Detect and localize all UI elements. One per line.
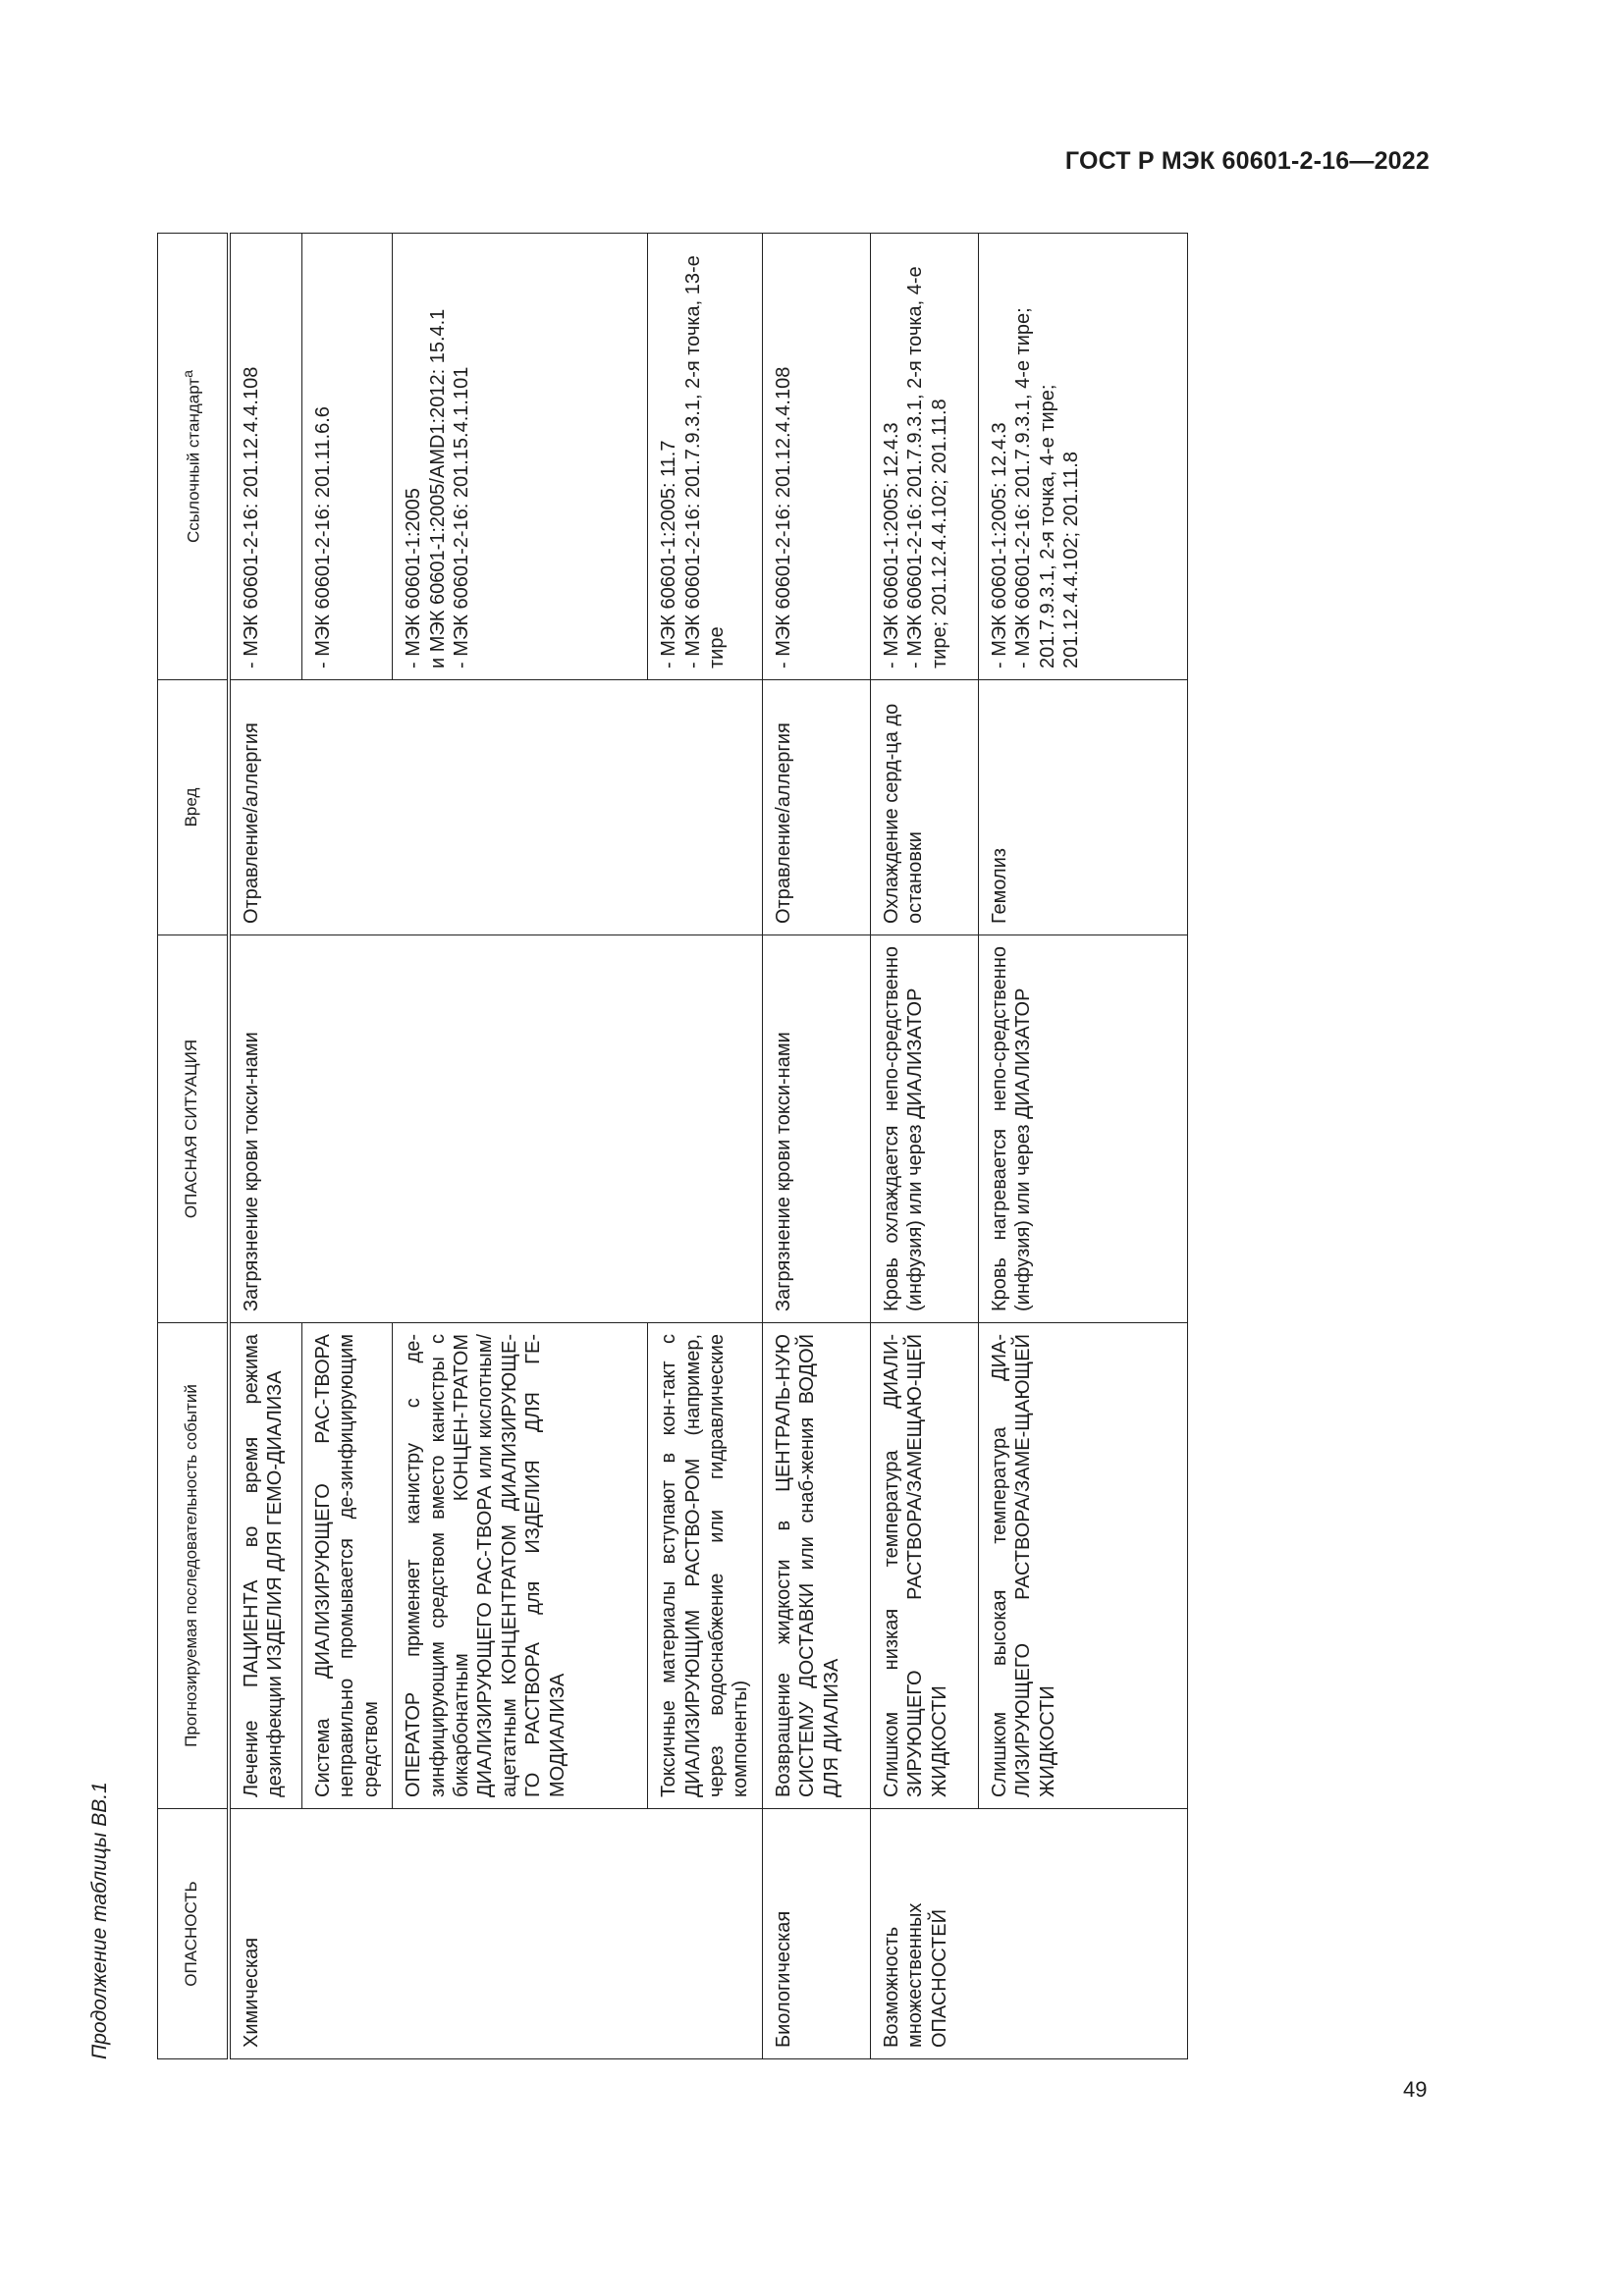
reference-line: - МЭК 60601-1:2005: 12.4.3: [880, 422, 902, 668]
situation-cell: Загрязнение крови токси-нами: [762, 935, 870, 1323]
reference-line: - МЭК 60601-1:2005: 12.4.3: [988, 422, 1010, 668]
harm-cell: Гемолиз: [978, 680, 1187, 935]
sequence-cell: Лечение ПАЦИЕНТА во время режима дезинфекции ИЗДЕЛИЯ ДЛЯ ГЕМО-ДИАЛИЗА: [229, 1323, 302, 1809]
reference-cell: [229, 234, 302, 680]
sequence-cell: ОПЕРАТОР применяет канистру с де-зинфицирующим средством вместо канистры с бикарбонатным КОНЦЕН-ТРАТОМ ДИАЛИЗИРУЮЩЕГО РАС-ТВОРА или кислотным/ацетатным КОНЦЕНТРАТОМ ДИАЛИЗИРУЮЩЕ-ГО РАСТВОРА для ИЗДЕЛИЯ ДЛЯ ГЕ-МОДИАЛИЗА: [393, 1323, 648, 1809]
col-header-hazard: ОПАСНОСТЬ: [158, 1809, 229, 2059]
reference-line: - МЭК 60601-2-16: 201.15.4.1.101: [450, 366, 472, 668]
reference-line: - МЭК 60601-2-16: 201.12.4.4.108: [772, 366, 794, 668]
document-header: ГОСТ Р МЭК 60601-2-16—2022: [1064, 147, 1430, 175]
sequence-cell: Слишком высокая температура ДИА-ЛИЗИРУЮЩЕГО РАСТВОРА/ЗАМЕ-ЩАЮЩЕЙ ЖИДКОСТИ: [978, 1323, 1187, 1809]
col-header-reference: [158, 234, 229, 680]
hazard-table: [157, 233, 1188, 2059]
situation-cell: Кровь нагревается непо-средственно (инфузия) или через ДИАЛИЗАТОР: [978, 935, 1187, 1323]
table-row: [762, 234, 870, 2059]
reference-cell: [870, 234, 978, 680]
hazard-cell-biological: Биологическая: [762, 1809, 870, 2059]
sequence-cell: Возвращение жидкости в ЦЕНТРАЛЬ-НУЮ СИСТЕМУ ДОСТАВКИ или снаб-жения ВОДОЙ ДЛЯ ДИАЛИЗА: [762, 1323, 870, 1809]
sequence-cell: Слишком низкая температура ДИАЛИ-ЗИРУЮЩЕГО РАСТВОРА/ЗАМЕЩАЮ-ЩЕЙ ЖИДКОСТИ: [870, 1323, 978, 1809]
hazard-cell-multiple: Возможность множественных ОПАСНОСТЕЙ: [870, 1809, 1187, 2059]
table-caption: Продолжение таблицы ВВ.1: [88, 1782, 111, 2059]
reference-line: - МЭК 60601-2-16: 201.11.6.6: [312, 406, 334, 668]
reference-cell: [648, 234, 763, 680]
harm-cell: Отравление/аллергия: [229, 680, 763, 935]
table-row: [870, 234, 978, 2059]
col-header-situation: ОПАСНАЯ СИТУАЦИЯ: [158, 935, 229, 1323]
reference-header-text: Ссылочный стандарт: [184, 377, 203, 543]
reference-footnote-mark: a: [180, 370, 196, 378]
reference-cell: [762, 234, 870, 680]
sequence-cell: Токсичные материалы вступают в кон-такт с ДИАЛИЗИРУЮЩИМ РАСТВО-РОМ (например, через водоснабжение или гидравлические компоненты): [648, 1323, 763, 1809]
reference-line: и МЭК 60601-1:2005/AMD1:2012: 15.4.1: [426, 308, 449, 668]
page-number: 49: [1403, 2077, 1428, 2102]
table-header-row: [158, 234, 229, 2059]
reference-line: - МЭК 60601-2-16: 201.7.9.3.1, 2-я точка, 13-е тире: [681, 255, 728, 668]
sequence-cell: Система ДИАЛИЗИРУЮЩЕГО РАС-ТВОРА неправильно промывается де-зинфицирующим средством: [302, 1323, 393, 1809]
reference-cell: [978, 234, 1187, 680]
reference-line: - МЭК 60601-1:2005: [403, 488, 425, 668]
reference-cell: [393, 234, 648, 680]
reference-cell: [302, 234, 393, 680]
reference-line: - МЭК 60601-2-16: 201.12.4.4.108: [240, 366, 262, 668]
situation-cell: Кровь охлаждается непо-средственно (инфузия) или через ДИАЛИЗАТОР: [870, 935, 978, 1323]
col-header-sequence: Прогнозируемая последовательность событий: [158, 1323, 229, 1809]
situation-cell: Загрязнение крови токси-нами: [229, 935, 763, 1323]
col-header-harm: Вред: [158, 680, 229, 935]
reference-line: - МЭК 60601-1:2005: 11.7: [658, 440, 680, 668]
hazard-cell-chemical: Химическая: [229, 1809, 763, 2059]
harm-cell: Отравление/аллергия: [762, 680, 870, 935]
table-row: [978, 234, 1187, 2059]
reference-line: - МЭК 60601-2-16: 201.7.9.3.1, 2-я точка, 4-е тире; 201.12.4.4.102; 201.11.8: [904, 266, 950, 668]
reference-line: - МЭК 60601-2-16: 201.7.9.3.1, 4-е тире; 201.7.9.3.1, 2-я точка, 4-е тире; 201.12.4.4.102; 201.11.8: [1012, 307, 1082, 668]
table-row: [229, 234, 302, 2059]
harm-cell: Охлаждение серд-ца до остановки: [870, 680, 978, 935]
rotated-table-block: [88, 234, 1188, 2059]
